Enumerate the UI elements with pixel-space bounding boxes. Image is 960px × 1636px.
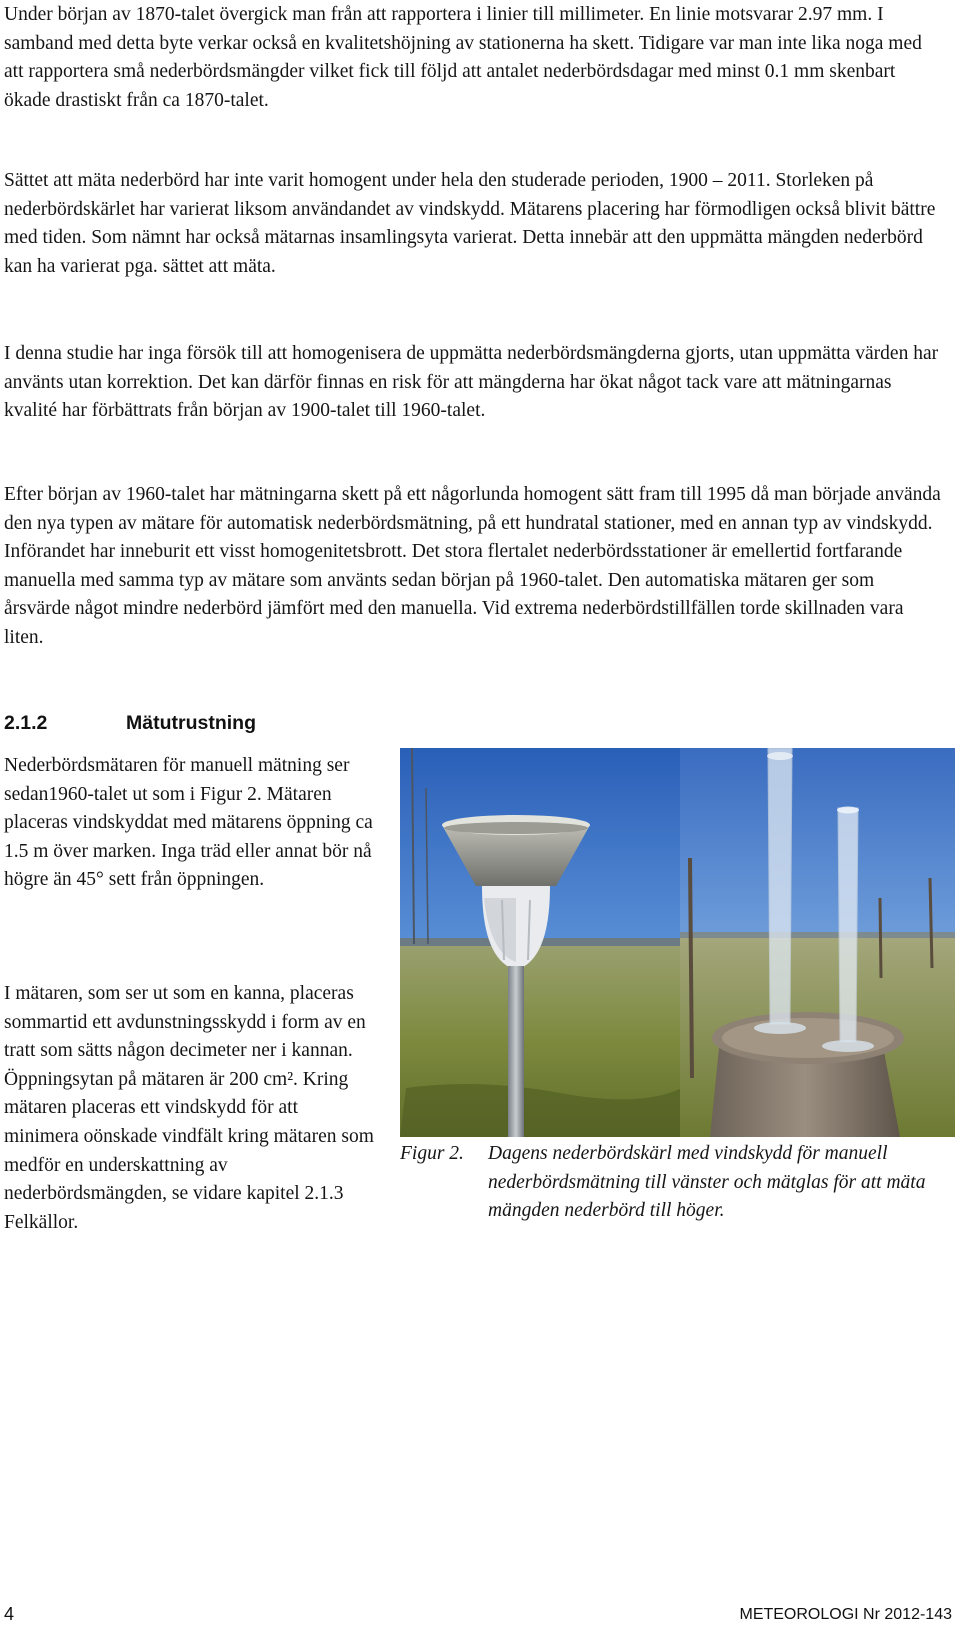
section-number: 2.1.2 — [4, 712, 48, 734]
column-paragraph-2: I mätaren, som ser ut som en kanna, placeras sommartid ett avdunstningsskydd i form av en tratt som sätts någon decimeter ner i kannan. Öppningsytan på mätaren är 200 cm². Kring mätaren placeras ett vindskydd för att minimera oönskade vindfält kring mätaren som medför en underskattning av nederbördsmängden, se vidare kapitel 2.1.3 Felkällor. — [4, 983, 374, 1233]
figure-caption-text: Dagens nederbördskärl med vindskydd för manuell nederbördsmätning till vänster och mätglas för att mäta mängden nederbörd till höger. — [488, 1143, 926, 1222]
publication-footer: METEOROLOGI Nr 2012-143 — [739, 1606, 952, 1623]
rain-gauge-photo — [400, 748, 682, 1137]
page-number: 4 — [4, 1604, 15, 1624]
body-paragraph-3: I denna studie har inga försök till att homogenisera de uppmätta nederbördsmängderna gjorts, utan uppmätta värden har använts utan korrektion. Det kan därför finnas en risk för att mängderna har ökat något tack vare att mätningarnas kvalité har förbättrats från början av 1900-talet till 1960-talet. — [4, 343, 939, 422]
section-heading — [4, 710, 256, 736]
figure-label: Figur 2. — [400, 1143, 464, 1164]
body-paragraph-1: Under början av 1870-talet övergick man från att rapportera i linier till millimeter. En linie motsvarar 2.97 mm. I samband med detta byte verkar också en kvalitetshöjning av stationerna ha skett. Tidigare var man inte lika noga med att rapportera små nederbördsmängder vilket fick till följd att antalet nederbördsdagar med minst 0.1 mm skenbart ökade drastiskt från ca 1870-talet. — [4, 4, 922, 111]
body-paragraph-2: Sättet att mäta nederbörd har inte varit homogent under hela den studerade perioden, 1900 – 2011. Storleken på nederbördskärlet har varierat liksom användandet av vindskydd. Mätarens placering har förmodligen också blivit bättre med tiden. Som nämnt har också mätarnas insamlingsyta varierat. Detta innebär att den uppmätta mängden nederbörd kan ha varierat pga. sättet att mäta. — [4, 170, 936, 277]
figure-caption — [400, 1140, 955, 1226]
body-paragraph-4: Efter början av 1960-talet har mätningarna skett på ett någorlunda homogent sätt fram till 1995 då man började använda den nya typen av mätare för automatisk nederbördsmätning, på ett hundratal stationer, med en annan typ av vindskydd. Införandet har inneburit ett visst homogenitetsbrott. Det stora flertalet nederbördsstationer är emellertid fortfarande manuella med samma typ av mätare som använts sedan början på 1960-talet. Den automatiska mätaren ger som årsvärde något mindre nederbörd jämfört med den manuella. Vid extrema nederbördstillfällen torde skillnaden vara liten. — [4, 484, 941, 648]
column-paragraph-1: Nederbördsmätaren för manuell mätning ser sedan1960-talet ut som i Figur 2. Mätaren placeras vindskyddat med mätarens öppning ca 1.5 m över marken. Inga träd eller annat bör nå högre än 45° sett från öppningen. — [4, 755, 373, 891]
measuring-glass-photo — [680, 748, 955, 1137]
section-title: Mätutrustning — [126, 712, 256, 734]
